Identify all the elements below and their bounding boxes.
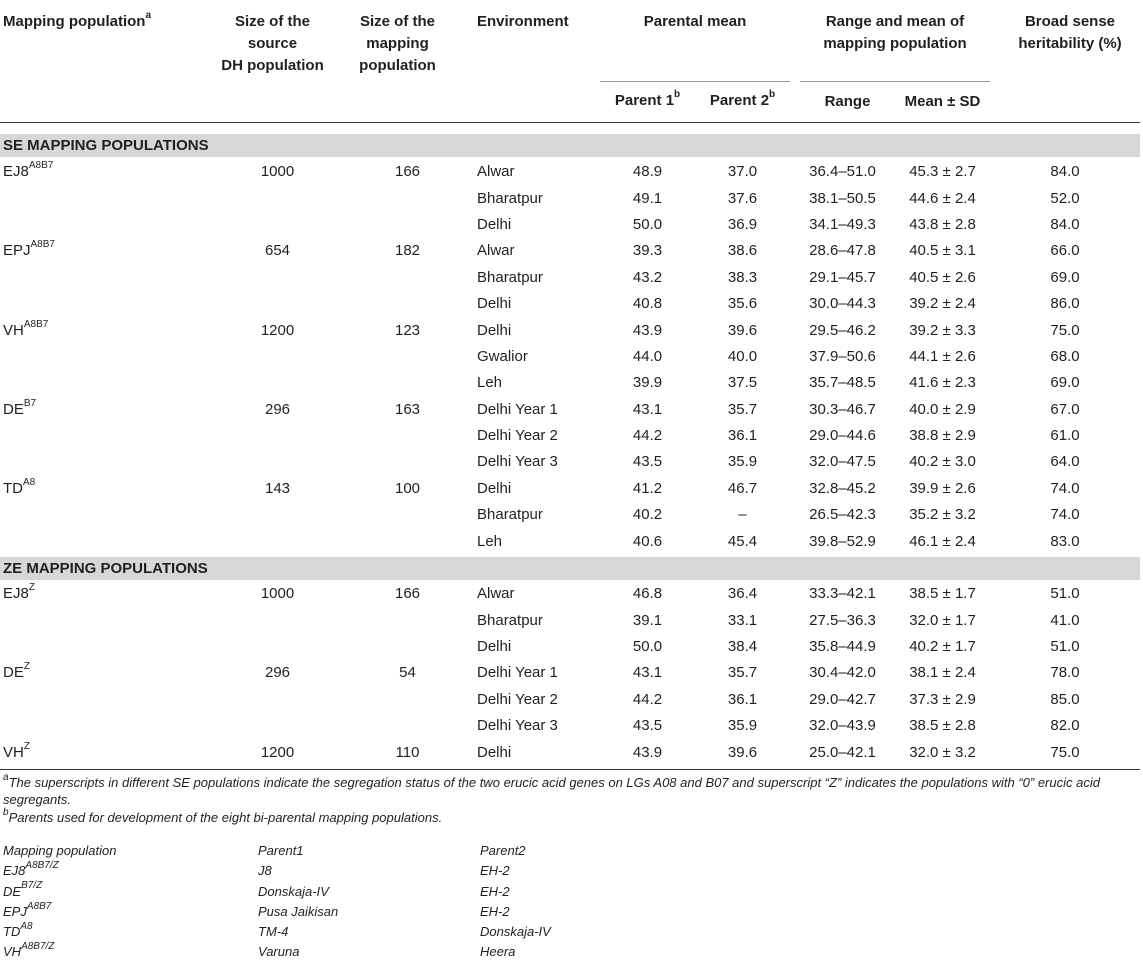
range-cell: 30.3–46.7 <box>809 400 876 418</box>
population-cell <box>0 502 215 528</box>
population-cell <box>0 449 215 475</box>
heritability-cell: 68.0 <box>1050 347 1080 365</box>
population-cell <box>0 607 215 633</box>
source-size-cell: 1200 <box>260 743 295 761</box>
range-cell: 33.3–42.1 <box>809 585 876 603</box>
table-row <box>0 607 1140 633</box>
source-size-cell: 296 <box>264 400 291 418</box>
legend-population: $DE^{B7/Z}$ <box>3 880 43 899</box>
environment-cell: Bharatpur <box>477 268 543 286</box>
parent1-cell: 43.2 <box>632 268 663 286</box>
source-size-cell <box>215 607 340 633</box>
source-size-cell <box>215 423 340 449</box>
table-bottom-rule <box>0 769 1140 770</box>
parent2-cell: – <box>738 506 747 524</box>
table-row <box>0 713 1140 739</box>
parent1-cell: 43.5 <box>632 717 663 735</box>
mapping-size-cell <box>340 607 475 633</box>
parental-mean-rule <box>600 81 790 82</box>
heritability-cell: 67.0 <box>1050 400 1080 418</box>
legend-parent1: Pusa Jaikisan <box>258 903 339 919</box>
heritability-cell: 74.0 <box>1050 506 1080 524</box>
table-row <box>0 476 1140 502</box>
legend-parent2: EH-2 <box>480 863 510 879</box>
range-cell: 27.5–36.3 <box>809 611 876 629</box>
mean-sd-cell: 39.2 ± 3.3 <box>909 321 976 339</box>
legend-row <box>3 884 680 904</box>
table-row <box>0 739 1140 765</box>
mean-sd-cell: 44.6 ± 2.4 <box>909 189 976 207</box>
legend-parent1: Donskaja-IV <box>258 883 329 899</box>
mean-sd-cell: 40.5 ± 2.6 <box>909 268 976 286</box>
mapping-size-cell <box>340 687 475 713</box>
heritability-cell: 51.0 <box>1050 637 1080 655</box>
environment-cell: Delhi <box>477 295 512 313</box>
range-cell: 29.5–46.2 <box>809 321 876 339</box>
mean-sd-cell: 40.2 ± 3.0 <box>909 453 976 471</box>
mean-sd-cell: 43.8 ± 2.8 <box>909 215 976 233</box>
mean-sd-cell: 38.8 ± 2.9 <box>909 427 976 445</box>
mean-sd-cell: 40.0 ± 2.9 <box>909 400 976 418</box>
population-cell: $DE^Z$ <box>3 661 30 682</box>
table-row <box>0 344 1140 370</box>
environment-cell: Delhi <box>477 743 512 761</box>
mean-sd-cell: 41.6 ± 2.3 <box>909 374 976 392</box>
header-mapping-size: Size of the mapping population <box>359 13 436 74</box>
parent1-cell: 40.6 <box>632 532 663 550</box>
mapping-size-cell: 166 <box>394 163 421 181</box>
environment-cell: Bharatpur <box>477 189 543 207</box>
mapping-size-cell <box>340 265 475 291</box>
mean-sd-cell: 45.3 ± 2.7 <box>909 163 976 181</box>
ze-table <box>0 581 1140 766</box>
legend-parent2: EH-2 <box>480 903 510 919</box>
legend-header-row <box>3 843 680 863</box>
population-cell: $EJ8^{A8B7}$ <box>3 160 54 181</box>
table-row <box>0 660 1140 686</box>
range-cell: 28.6–47.8 <box>809 242 876 260</box>
parent1-cell: 41.2 <box>632 479 663 497</box>
heritability-cell: 69.0 <box>1050 268 1080 286</box>
legend-header-parent2: Parent2 <box>480 843 526 858</box>
parent2-cell: 35.6 <box>727 295 758 313</box>
range-cell: 38.1–50.5 <box>809 189 876 207</box>
heritability-cell: 78.0 <box>1050 664 1080 682</box>
header-mean-sd: Mean ± SD <box>904 93 981 110</box>
population-cell <box>0 687 215 713</box>
heritability-cell: 69.0 <box>1050 374 1080 392</box>
table-row <box>0 397 1140 423</box>
parent1-cell: 40.8 <box>632 295 663 313</box>
header-environment: Environment <box>477 13 569 30</box>
source-size-cell <box>215 634 340 660</box>
parent1-cell: 39.9 <box>632 374 663 392</box>
environment-cell: Delhi Year 3 <box>477 717 558 735</box>
population-cell <box>0 423 215 449</box>
source-size-cell <box>215 212 340 238</box>
source-size-cell: 296 <box>264 664 291 682</box>
population-cell <box>0 212 215 238</box>
table-row <box>0 212 1140 238</box>
legend-population: $EPJ^{A8B7}$ <box>3 900 52 919</box>
heritability-cell: 82.0 <box>1050 717 1080 735</box>
table-row <box>0 449 1140 475</box>
parent2-cell: 35.9 <box>727 453 758 471</box>
parent2-cell: 37.5 <box>727 374 758 392</box>
heritability-cell: 66.0 <box>1050 242 1080 260</box>
range-cell: 29.0–44.6 <box>809 427 876 445</box>
range-cell: 32.0–47.5 <box>809 453 876 471</box>
population-cell <box>0 528 215 554</box>
mean-sd-cell: 40.5 ± 3.1 <box>909 242 976 260</box>
legend-header-population: Mapping population <box>3 843 117 858</box>
parent2-cell: 35.7 <box>727 400 758 418</box>
mapping-size-cell: 100 <box>394 479 421 497</box>
source-size-cell <box>215 344 340 370</box>
environment-cell: Delhi <box>477 321 512 339</box>
parent-legend-table <box>3 843 680 965</box>
header-heritability: Broad sense heritability (%) <box>1018 13 1122 52</box>
table-row <box>0 159 1140 185</box>
environment-cell: Leh <box>477 532 503 550</box>
table-row <box>0 528 1140 554</box>
legend-parent2: EH-2 <box>480 883 510 899</box>
population-cell <box>0 265 215 291</box>
range-mean-rule <box>800 81 990 82</box>
table-row <box>0 687 1140 713</box>
table-row <box>0 185 1140 211</box>
mapping-size-cell <box>340 291 475 317</box>
heritability-cell: 61.0 <box>1050 427 1080 445</box>
heritability-cell: 86.0 <box>1050 295 1080 313</box>
range-cell: 30.0–44.3 <box>809 295 876 313</box>
parent1-cell: 50.0 <box>632 215 663 233</box>
header-mapping-population: Mapping population$^a$ <box>3 10 152 30</box>
population-cell: $DE^{B7}$ <box>3 397 37 418</box>
legend-parent1: J8 <box>258 863 272 879</box>
mapping-size-cell: 54 <box>399 664 416 682</box>
heritability-cell: 52.0 <box>1050 189 1080 207</box>
heritability-cell: 51.0 <box>1050 585 1080 603</box>
population-cell <box>0 344 215 370</box>
parent2-cell: 39.6 <box>727 743 758 761</box>
source-size-cell <box>215 687 340 713</box>
legend-parent2: Donskaja-IV <box>480 924 551 940</box>
environment-cell: Delhi <box>477 637 512 655</box>
legend-population: $TD^{A8}$ <box>3 920 33 940</box>
environment-cell: Alwar <box>477 242 515 260</box>
parent2-cell: 36.4 <box>727 585 758 603</box>
table-row <box>0 238 1140 264</box>
environment-cell: Bharatpur <box>477 611 543 629</box>
parent2-cell: 40.0 <box>727 347 758 365</box>
legend-row <box>3 924 680 944</box>
environment-cell: Delhi Year 1 <box>477 664 558 682</box>
parent2-cell: 35.7 <box>727 664 758 682</box>
table-row <box>0 581 1140 607</box>
mean-sd-cell: 38.5 ± 1.7 <box>909 585 976 603</box>
source-size-cell: 143 <box>264 479 291 497</box>
header-source-size: Size of the source DH population <box>221 13 324 74</box>
range-cell: 29.1–45.7 <box>809 268 876 286</box>
mean-sd-cell: 40.2 ± 1.7 <box>909 637 976 655</box>
heritability-cell: 75.0 <box>1050 321 1080 339</box>
header-range: Range <box>824 93 871 110</box>
population-cell: $EPJ^{A8B7}$ <box>3 239 55 260</box>
mean-sd-cell: 38.5 ± 2.8 <box>909 717 976 735</box>
parent1-cell: 39.1 <box>632 611 663 629</box>
parent1-cell: 43.9 <box>632 743 663 761</box>
source-size-cell <box>215 502 340 528</box>
parent2-cell: 36.1 <box>727 427 758 445</box>
source-size-cell <box>215 265 340 291</box>
header-parent-1: Parent 1$^b$ <box>614 89 681 109</box>
legend-parent2: Heera <box>480 944 516 960</box>
parent1-cell: 43.9 <box>632 321 663 339</box>
parent1-cell: 49.1 <box>632 189 663 207</box>
range-cell: 30.4–42.0 <box>809 664 876 682</box>
environment-cell: Alwar <box>477 585 515 603</box>
population-cell <box>0 291 215 317</box>
legend-header-parent1: Parent1 <box>258 843 304 858</box>
table-row <box>0 502 1140 528</box>
heritability-cell: 75.0 <box>1050 743 1080 761</box>
range-cell: 36.4–51.0 <box>809 163 876 181</box>
mean-sd-cell: 46.1 ± 2.4 <box>909 532 976 550</box>
mapping-size-cell <box>340 344 475 370</box>
population-cell <box>0 634 215 660</box>
heritability-cell: 84.0 <box>1050 163 1080 181</box>
parent1-cell: 46.8 <box>632 585 663 603</box>
parent1-cell: 44.2 <box>632 690 663 708</box>
heritability-cell: 41.0 <box>1050 611 1080 629</box>
mapping-size-cell <box>340 423 475 449</box>
environment-cell: Delhi <box>477 215 512 233</box>
header-bottom-rule <box>0 122 1140 123</box>
parent2-cell: 35.9 <box>727 717 758 735</box>
legend-population: $EJ8^{A8B7/Z}$ <box>3 859 59 879</box>
source-size-cell: 1200 <box>260 321 295 339</box>
mapping-size-cell: 123 <box>394 321 421 339</box>
parent2-cell: 38.3 <box>727 268 758 286</box>
mapping-size-cell <box>340 634 475 660</box>
heritability-cell: 64.0 <box>1050 453 1080 471</box>
source-size-cell <box>215 528 340 554</box>
parent2-cell: 36.1 <box>727 690 758 708</box>
mean-sd-cell: 32.0 ± 3.2 <box>909 743 976 761</box>
population-cell: $VH^Z$ <box>3 740 30 761</box>
environment-cell: Delhi Year 2 <box>477 690 558 708</box>
range-cell: 25.0–42.1 <box>809 743 876 761</box>
environment-cell: Delhi Year 1 <box>477 400 558 418</box>
population-cell <box>0 370 215 396</box>
table-row <box>0 423 1140 449</box>
environment-cell: Leh <box>477 374 503 392</box>
table-row <box>0 291 1140 317</box>
mapping-size-cell: 182 <box>394 242 421 260</box>
parent2-cell: 39.6 <box>727 321 758 339</box>
parent2-cell: 38.6 <box>727 242 758 260</box>
mapping-size-cell: 166 <box>394 585 421 603</box>
mapping-size-cell <box>340 449 475 475</box>
range-cell: 37.9–50.6 <box>809 347 876 365</box>
parent1-cell: 39.3 <box>632 242 663 260</box>
header-parent-2: Parent 2$^b$ <box>709 89 776 109</box>
environment-cell: Delhi <box>477 479 512 497</box>
legend-population: $VH^{A8B7/Z}$ <box>3 941 55 960</box>
source-size-cell <box>215 185 340 211</box>
parent1-cell: 43.5 <box>632 453 663 471</box>
ze-section-header: ZE MAPPING POPULATIONS <box>0 557 1140 580</box>
parent1-cell: 40.2 <box>632 506 663 524</box>
se-section-header: SE MAPPING POPULATIONS <box>0 134 1140 157</box>
source-size-cell <box>215 291 340 317</box>
legend-row <box>3 944 680 964</box>
parent1-cell: 43.1 <box>632 400 663 418</box>
parent2-cell: 33.1 <box>727 611 758 629</box>
mapping-size-cell: 163 <box>394 400 421 418</box>
mapping-size-cell <box>340 212 475 238</box>
population-cell: $EJ8^Z$ <box>3 582 35 603</box>
range-cell: 32.8–45.2 <box>809 479 876 497</box>
mapping-size-cell: 110 <box>395 743 420 761</box>
environment-cell: Bharatpur <box>477 506 543 524</box>
range-cell: 34.1–49.3 <box>809 215 876 233</box>
heritability-cell: 83.0 <box>1050 532 1080 550</box>
parent2-cell: 38.4 <box>727 637 758 655</box>
parent2-cell: 45.4 <box>727 532 758 550</box>
range-cell: 35.7–48.5 <box>809 374 876 392</box>
legend-row <box>3 863 680 883</box>
range-cell: 39.8–52.9 <box>809 532 876 550</box>
parent1-cell: 44.2 <box>632 427 663 445</box>
legend-row <box>3 904 680 924</box>
table-row <box>0 634 1140 660</box>
table-row <box>0 317 1140 343</box>
mean-sd-cell: 39.9 ± 2.6 <box>909 479 976 497</box>
parent2-cell: 36.9 <box>727 215 758 233</box>
population-cell: $TD^{A8}$ <box>3 476 36 497</box>
legend-parent1: Varuna <box>258 944 300 960</box>
source-size-cell <box>215 370 340 396</box>
environment-cell: Delhi Year 2 <box>477 427 558 445</box>
environment-cell: Delhi Year 3 <box>477 453 558 471</box>
range-cell: 32.0–43.9 <box>809 717 876 735</box>
mapping-size-cell <box>340 528 475 554</box>
environment-cell: Alwar <box>477 163 515 181</box>
header-range-mean: Range and mean of mapping population <box>823 13 967 52</box>
mapping-size-cell <box>340 502 475 528</box>
heritability-cell: 84.0 <box>1050 215 1080 233</box>
population-cell <box>0 185 215 211</box>
environment-cell: Gwalior <box>477 347 528 365</box>
source-size-cell <box>215 713 340 739</box>
source-size-cell: 654 <box>264 242 291 260</box>
mapping-size-cell <box>340 185 475 211</box>
footnote-b: $^b$Parents used for development of the eight bi-parental mapping populations. <box>3 806 443 825</box>
range-cell: 29.0–42.7 <box>809 690 876 708</box>
source-size-cell: 1000 <box>260 585 295 603</box>
source-size-cell <box>215 449 340 475</box>
mean-sd-cell: 32.0 ± 1.7 <box>909 611 976 629</box>
parent1-cell: 48.9 <box>632 163 663 181</box>
parent1-cell: 43.1 <box>632 664 663 682</box>
table-row <box>0 370 1140 396</box>
mean-sd-cell: 44.1 ± 2.6 <box>909 347 976 365</box>
mean-sd-cell: 38.1 ± 2.4 <box>909 664 976 682</box>
mean-sd-cell: 35.2 ± 3.2 <box>909 506 976 524</box>
legend-parent1: TM-4 <box>258 924 289 940</box>
mean-sd-cell: 37.3 ± 2.9 <box>909 690 976 708</box>
parent2-cell: 37.6 <box>727 189 758 207</box>
range-cell: 26.5–42.3 <box>809 506 876 524</box>
population-cell: $VH^{A8B7}$ <box>3 318 49 339</box>
se-table <box>0 159 1140 555</box>
table-row <box>0 265 1140 291</box>
population-cell <box>0 713 215 739</box>
heritability-cell: 85.0 <box>1050 690 1080 708</box>
parent1-cell: 44.0 <box>632 347 663 365</box>
parent2-cell: 37.0 <box>727 163 758 181</box>
source-size-cell: 1000 <box>260 163 295 181</box>
footnote-a: $^a$The superscripts in different SE populations indicate the segregation status of the two erucic acid genes on LGs A08 and B07 and superscript “Z” indicates the populations with “0” erucic acid segregants. <box>3 771 1100 807</box>
mapping-size-cell <box>340 370 475 396</box>
mapping-size-cell <box>340 713 475 739</box>
parent2-cell: 46.7 <box>727 479 758 497</box>
parent1-cell: 50.0 <box>632 637 663 655</box>
header-parental-mean: Parental mean <box>643 13 747 30</box>
mean-sd-cell: 39.2 ± 2.4 <box>909 295 976 313</box>
range-cell: 35.8–44.9 <box>809 637 876 655</box>
heritability-cell: 74.0 <box>1050 479 1080 497</box>
